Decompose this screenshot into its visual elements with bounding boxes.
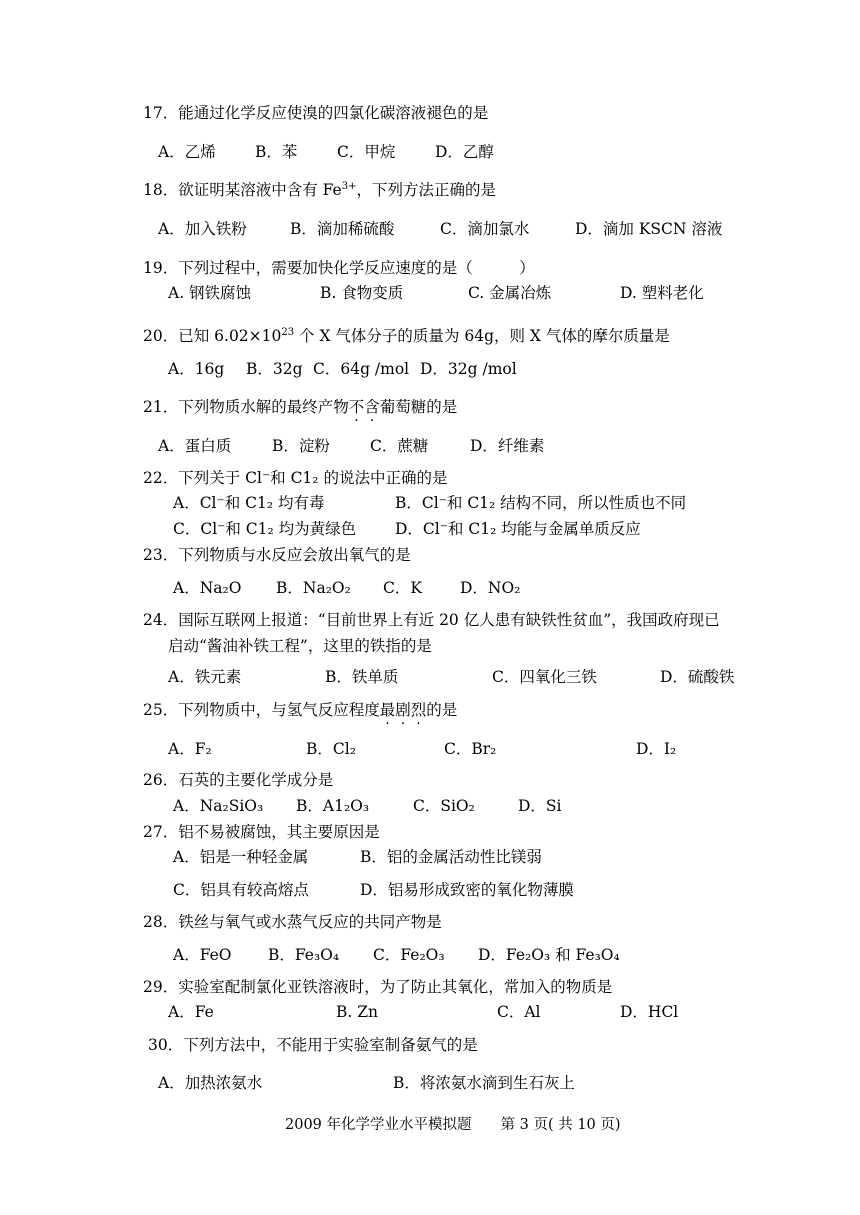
- question-22-option-a: A．Cl⁻和 C1₂ 均有毒: [173, 494, 325, 512]
- emphasis-char: 含: [364, 398, 380, 416]
- question-30-stem: 30．下列方法中，不能用于实验室制备氨气的是: [148, 1036, 478, 1054]
- question-22-option-d: D．Cl⁻和 C1₂ 均能与金属单质反应: [395, 520, 641, 538]
- question-26-stem: 26．石英的主要化学成分是: [143, 771, 334, 789]
- question-20-stem: 20．已知 $6.02\times 10^{23}$ 个 X 气体分子的质量为 64g，则 X 气体的摩尔质量是: [143, 326, 670, 345]
- question-23-option-d: D．NO₂: [460, 579, 521, 597]
- question-21-option-c: C．蔗糖: [370, 437, 429, 455]
- emphasis-char: 最: [379, 701, 396, 719]
- question-28-option-d: D．Fe₂O₃ 和 Fe₃O₄: [478, 946, 620, 964]
- question-19-stem: 19．下列过程中，需要加快化学反应速度的是（ ）: [143, 259, 535, 277]
- question-23-option-c: C．K: [383, 579, 422, 597]
- emphasis-char: 剧: [395, 701, 411, 719]
- question-19-option-d: D. 塑料老化: [620, 284, 704, 302]
- question-21-stem: 21．下列物质水解的最终产物不含葡萄糖的是: [143, 398, 458, 416]
- emphasis-char: 不: [348, 398, 365, 416]
- question-24-stem-line-1: 24．国际互联网上报道：“目前世界上有近 20 亿人患有缺铁性贫血”，我国政府现已: [143, 611, 720, 629]
- emphasis-char: 烈: [410, 701, 427, 719]
- question-22-option-b: B．Cl⁻和 C1₂ 结构不同，所以性质也不同: [395, 494, 687, 512]
- question-19-option-a: A. 钢铁腐蚀: [168, 284, 252, 302]
- question-30-option-a: A．加热浓氨水: [158, 1074, 263, 1092]
- question-27-option-c: C．铝具有较高熔点: [173, 881, 309, 899]
- question-20-option-b: B．32g: [246, 360, 303, 378]
- question-21-option-b: B．淀粉: [272, 437, 330, 455]
- question-29-option-a: A．Fe: [168, 1003, 214, 1021]
- question-17-option-c: C．甲烷: [337, 143, 396, 161]
- question-22-stem: 22．下列关于 Cl⁻和 C1₂ 的说法中正确的是: [143, 469, 448, 487]
- question-27-option-a: A．铝是一种轻金属: [173, 848, 309, 866]
- question-18-option-d: D．滴加 KSCN 溶液: [575, 220, 723, 238]
- question-20-option-d: D．32g /mol: [420, 360, 517, 378]
- question-21-option-a: A．蛋白质: [158, 437, 232, 455]
- question-24-option-c: C．四氧化三铁: [492, 668, 597, 686]
- question-25-option-c: C．Br₂: [444, 740, 497, 758]
- question-17-option-a: A．乙烯: [158, 143, 216, 161]
- question-20-option-c: C．64g /mol: [313, 360, 410, 378]
- question-26-option-d: D．Si: [518, 797, 562, 815]
- question-22-option-c: C．Cl⁻和 C1₂ 均为黄绿色: [173, 520, 357, 538]
- question-25-option-a: A．F₂: [168, 740, 212, 758]
- question-17-option-d: D．乙醇: [435, 143, 494, 161]
- question-29-option-c: C．Al: [497, 1003, 541, 1021]
- question-24-option-a: A．铁元素: [168, 668, 242, 686]
- question-28-option-b: B．Fe₃O₄: [268, 946, 340, 964]
- question-29-stem: 29．实验室配制氯化亚铁溶液时，为了防止其氧化，常加入的物质是: [143, 978, 613, 996]
- page-footer: 2009 年化学学业水平模拟题 第 3 页( 共 10 页): [285, 1117, 621, 1133]
- question-19-option-b: B. 食物变质: [320, 284, 404, 302]
- question-23-option-b: B．Na₂O₂: [276, 579, 351, 597]
- question-25-stem: 25．下列物质中，与氢气反应程度最剧烈的是: [143, 701, 458, 719]
- question-26-option-c: C．SiO₂: [413, 797, 475, 815]
- question-26-option-b: B．A1₂O₃: [296, 797, 370, 815]
- question-29-option-b: B. Zn: [336, 1003, 378, 1021]
- question-21-option-d: D．纤维素: [470, 437, 545, 455]
- question-27-option-d: D．铝易形成致密的氧化物薄膜: [360, 881, 574, 899]
- question-26-option-a: A．Na₂SiO₃: [173, 797, 264, 815]
- question-28-option-a: A．FeO: [173, 946, 232, 964]
- question-19-option-c: C. 金属冶炼: [468, 284, 552, 302]
- question-28-stem: 28．铁丝与氧气或水蒸气反应的共同产物是: [143, 913, 442, 931]
- question-27-stem: 27．铝不易被腐蚀，其主要原因是: [143, 823, 380, 841]
- question-23-option-a: A．Na₂O: [173, 579, 242, 597]
- question-25-option-b: B．Cl₂: [306, 740, 356, 758]
- question-18-stem: 18．欲证明某溶液中含有 $Fe^{3+}$，下列方法正确的是: [143, 180, 496, 199]
- question-18-option-c: C．滴加氯水: [440, 220, 530, 238]
- question-28-option-c: C．Fe₂O₃: [373, 946, 445, 964]
- question-18-option-a: A．加入铁粉: [158, 220, 247, 238]
- question-24-stem-line-2: 启动“酱油补铁工程”，这里的铁指的是: [168, 637, 432, 655]
- question-24-option-d: D．硫酸铁: [660, 668, 735, 686]
- question-17-stem: 17．能通过化学反应使溴的四氯化碳溶液褪色的是: [143, 104, 489, 122]
- question-23-stem: 23．下列物质与水反应会放出氧气的是: [143, 546, 411, 564]
- question-30-option-b: B．将浓氨水滴到生石灰上: [393, 1074, 575, 1092]
- question-24-option-b: B．铁单质: [325, 668, 399, 686]
- question-25-option-d: D．I₂: [636, 740, 677, 758]
- question-29-option-d: D．HCl: [620, 1003, 679, 1021]
- question-27-option-b: B．铝的金属活动性比镁弱: [360, 848, 542, 866]
- question-18-option-b: B．滴加稀硫酸: [290, 220, 395, 238]
- question-20-option-a: A．16g: [168, 360, 225, 378]
- question-17-option-b: B．苯: [255, 143, 298, 161]
